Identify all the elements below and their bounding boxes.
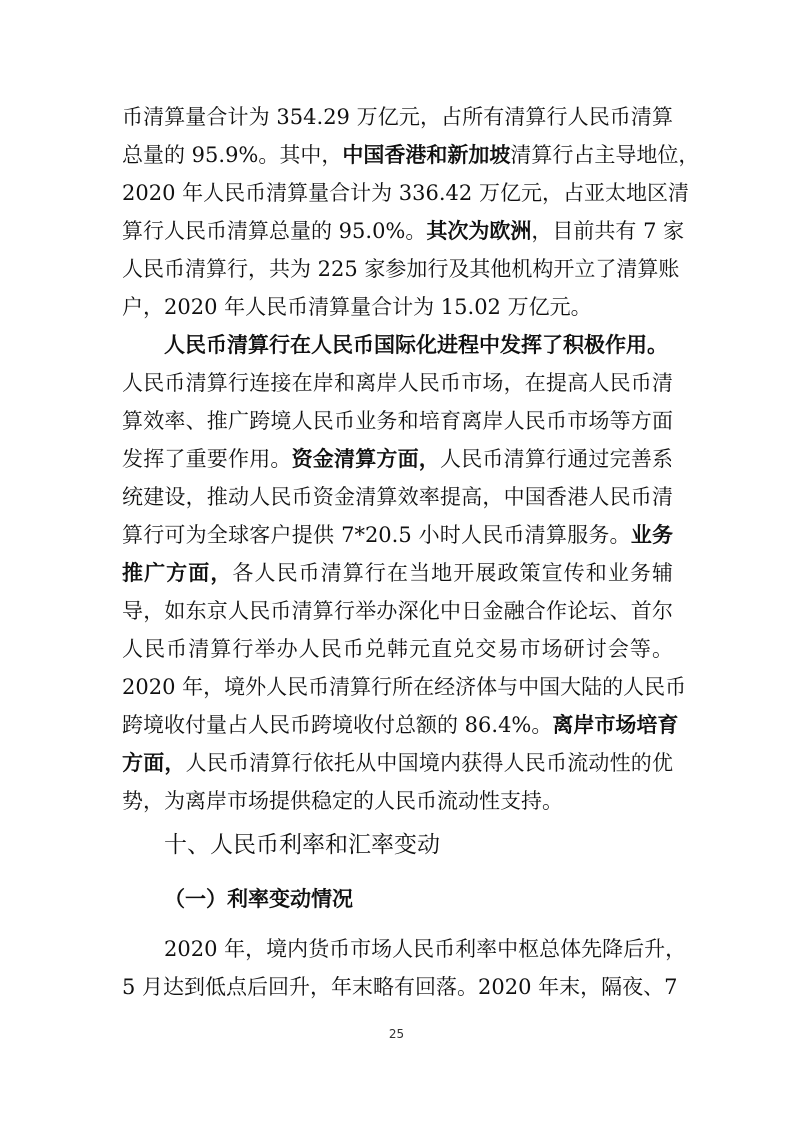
text-line: 势，为离岸市场提供稳定的人民币流动性支持。 [122,789,563,813]
text-line: 2020 年，境内货币市场人民币利率中枢总体先降后升， [164,937,687,961]
text-line: 推广方面，各人民币清算行在当地开展政策宣传和业务辅 [122,561,674,585]
text-line: 总量的 95.9%。其中，中国香港和新加坡清算行占主导地位， [122,143,700,167]
text-line: 人民币清算行举办人民币兑韩元直兑交易市场研讨会等。 [122,637,673,661]
emphasis-text: 资金清算方面， [291,447,441,471]
text-line: 2020 年人民币清算量合计为 336.42 万亿元，占亚太地区清 [122,181,689,205]
text-line: 跨境收付量占人民币跨境收付总额的 86.4%。离岸市场培育 [122,713,679,737]
emphasis-text: 方面， [122,751,186,775]
section-heading: 十、人民币利率和汇率变动 [164,832,440,858]
text-line: 统建设，推动人民币资金清算效率提高，中国香港人民币清 [122,485,673,509]
text-line: 5 月达到低点后回升，年末略有回落。2020 年末，隔夜、7 [122,975,678,999]
text-line: 算行可为全球客户提供 7*20.5 小时人民币清算服务。业务 [122,523,673,547]
emphasis-text: 业务 [630,523,673,547]
emphasis-text: 中国香港和新加坡 [342,143,511,167]
text-line: 方面，人民币清算行依托从中国境内获得人民币流动性的优 [122,751,674,775]
text-line: 算效率、推广跨境人民币业务和培育离岸人民币市场等方面 [122,409,673,433]
text-line: 人民币清算行连接在岸和离岸人民币市场，在提高人民币清 [122,371,673,395]
text-line: 导，如东京人民币清算行举办深化中日金融合作论坛、首尔 [122,599,673,623]
text-line: 算行人民币清算总量的 95.0%。其次为欧洲，目前共有 7 家 [122,219,685,243]
text-line: 2020 年，境外人民币清算行所在经济体与中国大陆的人民币 [122,675,687,699]
page-number: 25 [388,1027,405,1041]
text-line: 币清算量合计为 354.29 万亿元，占所有清算行人民币清算 [122,105,673,129]
paragraph-lead-sentence: 人民币清算行在人民币国际化进程中发挥了积极作用。 [164,333,668,357]
emphasis-text: 推广方面， [122,561,233,585]
text-line: 户，2020 年人民币清算量合计为 15.02 万亿元。 [122,295,592,319]
emphasis-text: 离岸市场培育 [552,713,679,737]
subsection-heading: （一）利率变动情况 [164,887,353,911]
emphasis-text: 其次为欧洲 [426,219,532,243]
text-line: 人民币清算行，共为 225 家参加行及其他机构开立了清算账 [122,257,680,281]
text-line: 发挥了重要作用。资金清算方面，人民币清算行通过完善系 [122,447,674,471]
